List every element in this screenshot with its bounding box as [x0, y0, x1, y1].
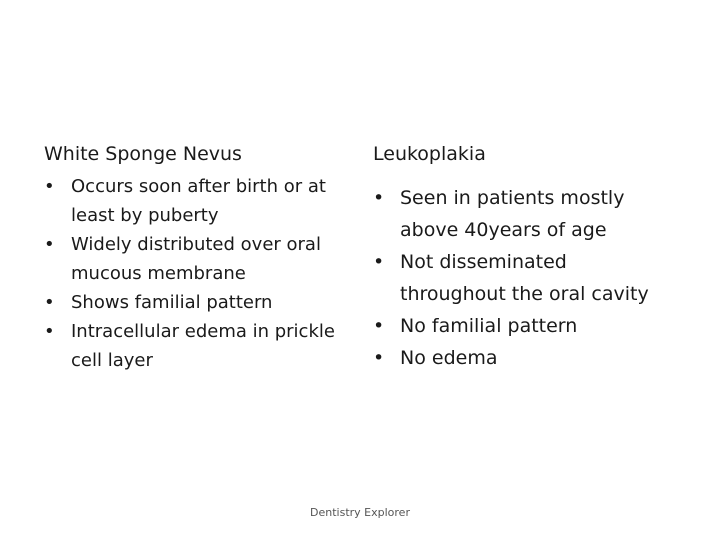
- list-item-text: No edema: [400, 347, 498, 369]
- list-item-text: Not disseminated throughout the oral cavity: [400, 251, 649, 305]
- bullet-list: [373, 182, 673, 374]
- bullet-icon: •: [373, 187, 385, 209]
- column-heading-white-sponge-nevus: White Sponge Nevus: [44, 143, 242, 165]
- bullet-icon: •: [44, 321, 55, 342]
- list-item-text: Occurs soon after birth or at least by puberty: [71, 176, 326, 226]
- list-item: [44, 288, 354, 317]
- list-item-text: Widely distributed over oral mucous membrane: [71, 234, 321, 284]
- bullet-icon: •: [373, 315, 385, 337]
- column-heading-leukoplakia: Leukoplakia: [373, 143, 486, 165]
- list-item-text: Intracellular edema in prickle cell layer: [71, 321, 335, 371]
- list-item-text: No familial pattern: [400, 315, 578, 337]
- list-item: [44, 317, 354, 375]
- leukoplakia-column: [373, 140, 673, 374]
- list-item-text: Seen in patients mostly above 40years of age: [400, 187, 625, 241]
- list-item: [373, 246, 673, 310]
- bullet-icon: •: [44, 234, 55, 255]
- list-item: [373, 310, 673, 342]
- bullet-icon: •: [44, 292, 55, 313]
- white-sponge-nevus-column: [44, 140, 354, 375]
- list-item-text: Shows familial pattern: [71, 292, 273, 313]
- bullet-icon: •: [44, 176, 55, 197]
- list-item: [44, 172, 354, 230]
- footer-credit: Dentistry Explorer: [310, 506, 410, 519]
- bullet-icon: •: [373, 251, 385, 273]
- bullet-list: [44, 172, 354, 375]
- list-item: [44, 230, 354, 288]
- bullet-icon: •: [373, 347, 385, 369]
- list-item: [373, 182, 673, 246]
- list-item: [373, 342, 673, 374]
